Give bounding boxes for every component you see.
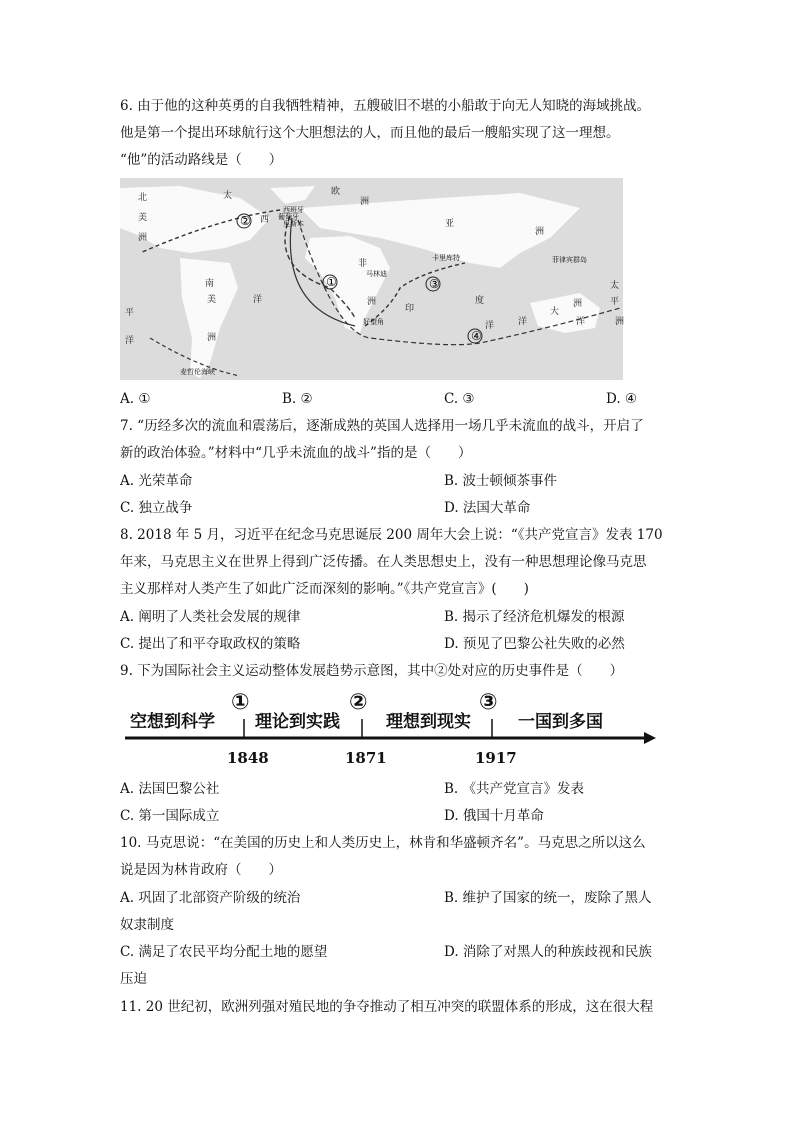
q6-option-b[interactable]: B. ② [282,391,313,407]
q8-option-c[interactable]: C. 提出了和平夺取政权的策略 [120,636,301,652]
q10-option-d-cont: 压迫 [120,971,147,987]
label-calicut: 卡里库特 [432,254,460,262]
q6-option-c[interactable]: C. ③ [444,391,475,407]
marker-2: ② [349,690,368,715]
svg-text:洲: 洲 [138,233,148,243]
svg-text:印: 印 [405,304,415,314]
svg-text:洋: 洋 [576,317,586,327]
label-cape-of-good-hope: 好望角 [363,318,384,326]
year-1871: 1871 [345,749,387,767]
q10-option-b-cont: 奴隶制度 [120,917,174,933]
q6-stem-line1: 6. 由于他的这种英勇的自我牺牲精神，五艘破旧不堪的小船敢于向无人知晓的海域挑战。 [120,98,651,114]
marker-1: ① [231,690,250,715]
svg-text:洲: 洲 [360,197,370,207]
q10-option-b[interactable]: B. 维护了国家的统一，废除了黑人 [444,890,652,906]
svg-text:洋: 洋 [485,321,495,331]
q9-stem-line1: 9. 下为国际社会主义运动整体发展趋势示意图，其中②处对应的历史事件是（ ） [120,663,624,679]
svg-text:大: 大 [550,307,560,317]
label-spain: 西班牙 [283,206,304,214]
q8-option-a[interactable]: A. 阐明了人类社会发展的规律 [120,609,301,625]
timeline-figure [120,687,658,769]
q7-stem-line2: 新的政治体验。”材料中“几乎未流血的战斗”指的是（ ） [120,445,472,461]
q10-stem-line2: 说是因为林肯政府（ ） [120,862,282,878]
route-3-marker: ③ [429,277,440,291]
q8-option-b[interactable]: B. 揭示了经济危机爆发的根源 [444,609,625,625]
q7-stem-line1: 7. “历经多次的流血和震荡后，逐渐成熟的英国人选择用一场几乎未流血的战斗，开启了 [120,418,644,434]
q10-option-c[interactable]: C. 满足了农民平均分配土地的愿望 [120,944,328,960]
q6-stem-line3: “他”的活动路线是（ ） [120,152,283,168]
q9-option-c[interactable]: C. 第一国际成立 [120,808,220,824]
q7-option-d[interactable]: D. 法国大革命 [444,500,531,516]
q7-option-c[interactable]: C. 独立战争 [120,500,193,516]
stage-2-label: 理论到实践 [255,712,340,732]
stage-1-label: 空想到科学 [130,712,215,732]
svg-text:洋: 洋 [125,336,135,346]
q8-stem-line2: 年来，马克思主义在世界上得到广泛传播。在人类思想史上，没有一种思想理论像马克思 [120,554,647,570]
q6-option-d[interactable]: D. ④ [606,391,638,407]
q9-option-b[interactable]: B. 《共产党宣言》发表 [444,781,585,797]
svg-text:洲: 洲 [535,227,545,237]
svg-text:美: 美 [207,295,217,305]
route-2-marker: ② [240,214,251,228]
year-1917: 1917 [475,749,517,767]
svg-text:洋: 洋 [518,317,528,327]
q9-option-a[interactable]: A. 法国巴黎公社 [120,781,220,797]
svg-text:南: 南 [205,279,215,289]
q10-option-a[interactable]: A. 巩固了北部资产阶级的统治 [120,890,301,906]
q9-option-d[interactable]: D. 俄国十月革命 [444,808,544,824]
q10-option-d[interactable]: D. 消除了对黑人的种族歧视和民族 [444,944,652,960]
q7-option-a[interactable]: A. 光荣革命 [120,473,193,489]
svg-text:洲: 洲 [367,297,377,307]
q8-stem-line3: 主义那样对人类产生了如此广泛而深刻的影响。”《共产党宣言》( ) [120,581,529,597]
svg-text:亚: 亚 [445,219,455,229]
label-portugal: 葡萄牙 [278,213,299,221]
q8-stem-line1: 8. 2018 年 5 月，习近平在纪念马克思诞辰 200 周年大会上说：“《共产党宣言》发表 170 [120,527,663,543]
svg-text:洲: 洲 [615,317,625,327]
svg-text:平: 平 [610,297,620,307]
svg-text:美: 美 [138,213,148,223]
svg-text:洲: 洲 [573,299,583,309]
svg-text:度: 度 [475,296,485,306]
q10-stem-line1: 10. 马克思说：“在美国的历史上和人类历史上，林肯和华盛顿齐名”。马克思之所以这么 [120,835,646,851]
world-map-figure [120,178,623,380]
q8-option-d[interactable]: D. 预见了巴黎公社失败的必然 [444,636,625,652]
svg-text:洋: 洋 [253,295,263,305]
svg-text:太: 太 [223,191,233,201]
label-malindi: 马林迪 [366,270,387,278]
q6-stem-line2: 他是第一个提出环球航行这个大胆想法的人，而且他的最后一艘船实现了这一理想。 [120,125,620,141]
svg-text:北: 北 [138,193,148,203]
stage-3-label: 理想到现实 [386,712,471,732]
label-philippines: 菲律宾群岛 [552,256,587,264]
marker-3: ③ [479,690,498,715]
q11-stem-line1: 11. 20 世纪初，欧洲列强对殖民地的争夺推动了相互冲突的联盟体系的形成，这在很大程 [120,999,654,1015]
route-1-marker: ① [326,275,337,289]
q7-option-b[interactable]: B. 波士顿倾茶事件 [444,473,558,489]
svg-text:太: 太 [610,281,620,291]
year-1848: 1848 [227,749,269,767]
svg-text:西: 西 [260,215,270,225]
svg-text:非: 非 [358,259,368,269]
stage-4-label: 一国到多国 [518,712,603,732]
label-magellan-strait: 麦哲伦海峡 [180,368,215,376]
svg-text:欧: 欧 [331,187,341,197]
svg-text:平: 平 [125,308,135,318]
route-4-marker: ④ [471,329,482,343]
svg-text:洲: 洲 [207,333,217,343]
label-lisbon: 里斯本 [283,220,304,228]
q6-option-a[interactable]: A. ① [120,391,151,407]
